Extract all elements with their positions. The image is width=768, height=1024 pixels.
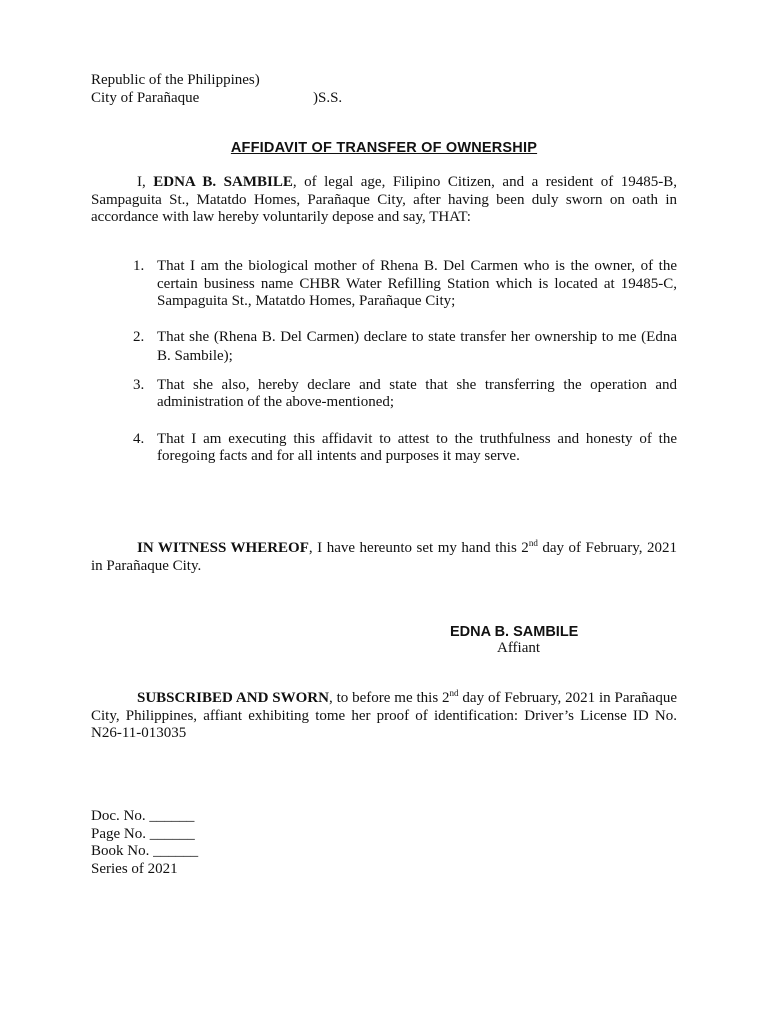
witness-paragraph — [91, 540, 677, 575]
page-number: Page No. ______ — [91, 825, 195, 842]
book-number: Book No. ______ — [91, 843, 199, 859]
venue-ss: )S.S. — [313, 90, 343, 106]
affiant-name-inline: EDNA B. SAMBILE — [153, 174, 293, 190]
statement-number: 1. — [133, 258, 145, 274]
jurat-tail: day of February, 2021 in Parañaque City, Philippines, affiant exhibiting tome her proof of identification: Driver’s License ID No. N26-11-013035 — [91, 690, 677, 741]
witness-ordinal: nd — [528, 538, 538, 548]
statement-text: That I am executing this affidavit to attest to the truthfulness and honesty of the foregoing facts and for all intents and purposes it may serve. — [157, 430, 677, 464]
venue-block — [91, 72, 343, 108]
venue-republic: Republic of the Philippines) — [91, 72, 260, 88]
jurat-body: , to before me this 2 — [328, 690, 450, 706]
intro-body: , of legal age, Filipino Citizen, and a resident of 19485-B, Sampaguita St., Matatdo Homes, Parañaque City, after having been duly sworn on oath in accordance with law hereby voluntarily depose and say, THAT: — [91, 174, 677, 225]
intro-lead: I, — [137, 174, 154, 190]
jurat-paragraph — [91, 690, 677, 743]
jurat-lead: SUBSCRIBED AND SWORN — [137, 690, 329, 706]
venue-city-row — [91, 90, 343, 108]
statement-number: 2. — [133, 328, 145, 345]
notarial-details — [91, 808, 198, 878]
venue-city: City of Parañaque — [91, 90, 200, 106]
jurat-ordinal: nd — [449, 688, 459, 698]
statement-item — [133, 377, 677, 412]
doc-number: Doc. No. ______ — [91, 808, 195, 824]
statement-item — [133, 258, 677, 311]
series-year: Series of 2021 — [91, 860, 178, 877]
statement-number: 4. — [133, 430, 145, 447]
statement-text: That she also, hereby declare and state that she transferring the operation and administration of the above-mentioned; — [157, 376, 677, 410]
witness-body: , I have hereunto set my hand this 2 — [308, 540, 529, 556]
statement-item — [133, 328, 677, 366]
signature-name: EDNA B. SAMBILE — [450, 624, 579, 640]
statement-text: That I am the biological mother of Rhena B. Del Carmen who is the owner, of the certain business name CHBR Water Refilling Station which is located at 19485-C, Sampaguita St., Matatdo Homes, Parañaque City; — [157, 258, 677, 309]
witness-tail: day of February, 2021 in Parañaque City. — [91, 540, 677, 574]
statement-item — [133, 431, 677, 466]
statement-text: That she (Rhena B. Del Carmen) declare to state transfer her ownership to me (Edna B. Sambile); — [157, 328, 677, 364]
witness-lead: IN WITNESS WHEREOF — [137, 540, 309, 556]
signature-role: Affiant — [497, 640, 541, 656]
statement-number: 3. — [133, 376, 145, 393]
intro-paragraph — [91, 174, 677, 227]
statements-list — [133, 258, 677, 466]
document-title: AFFIDAVIT OF TRANSFER OF OWNERSHIP — [230, 140, 538, 156]
